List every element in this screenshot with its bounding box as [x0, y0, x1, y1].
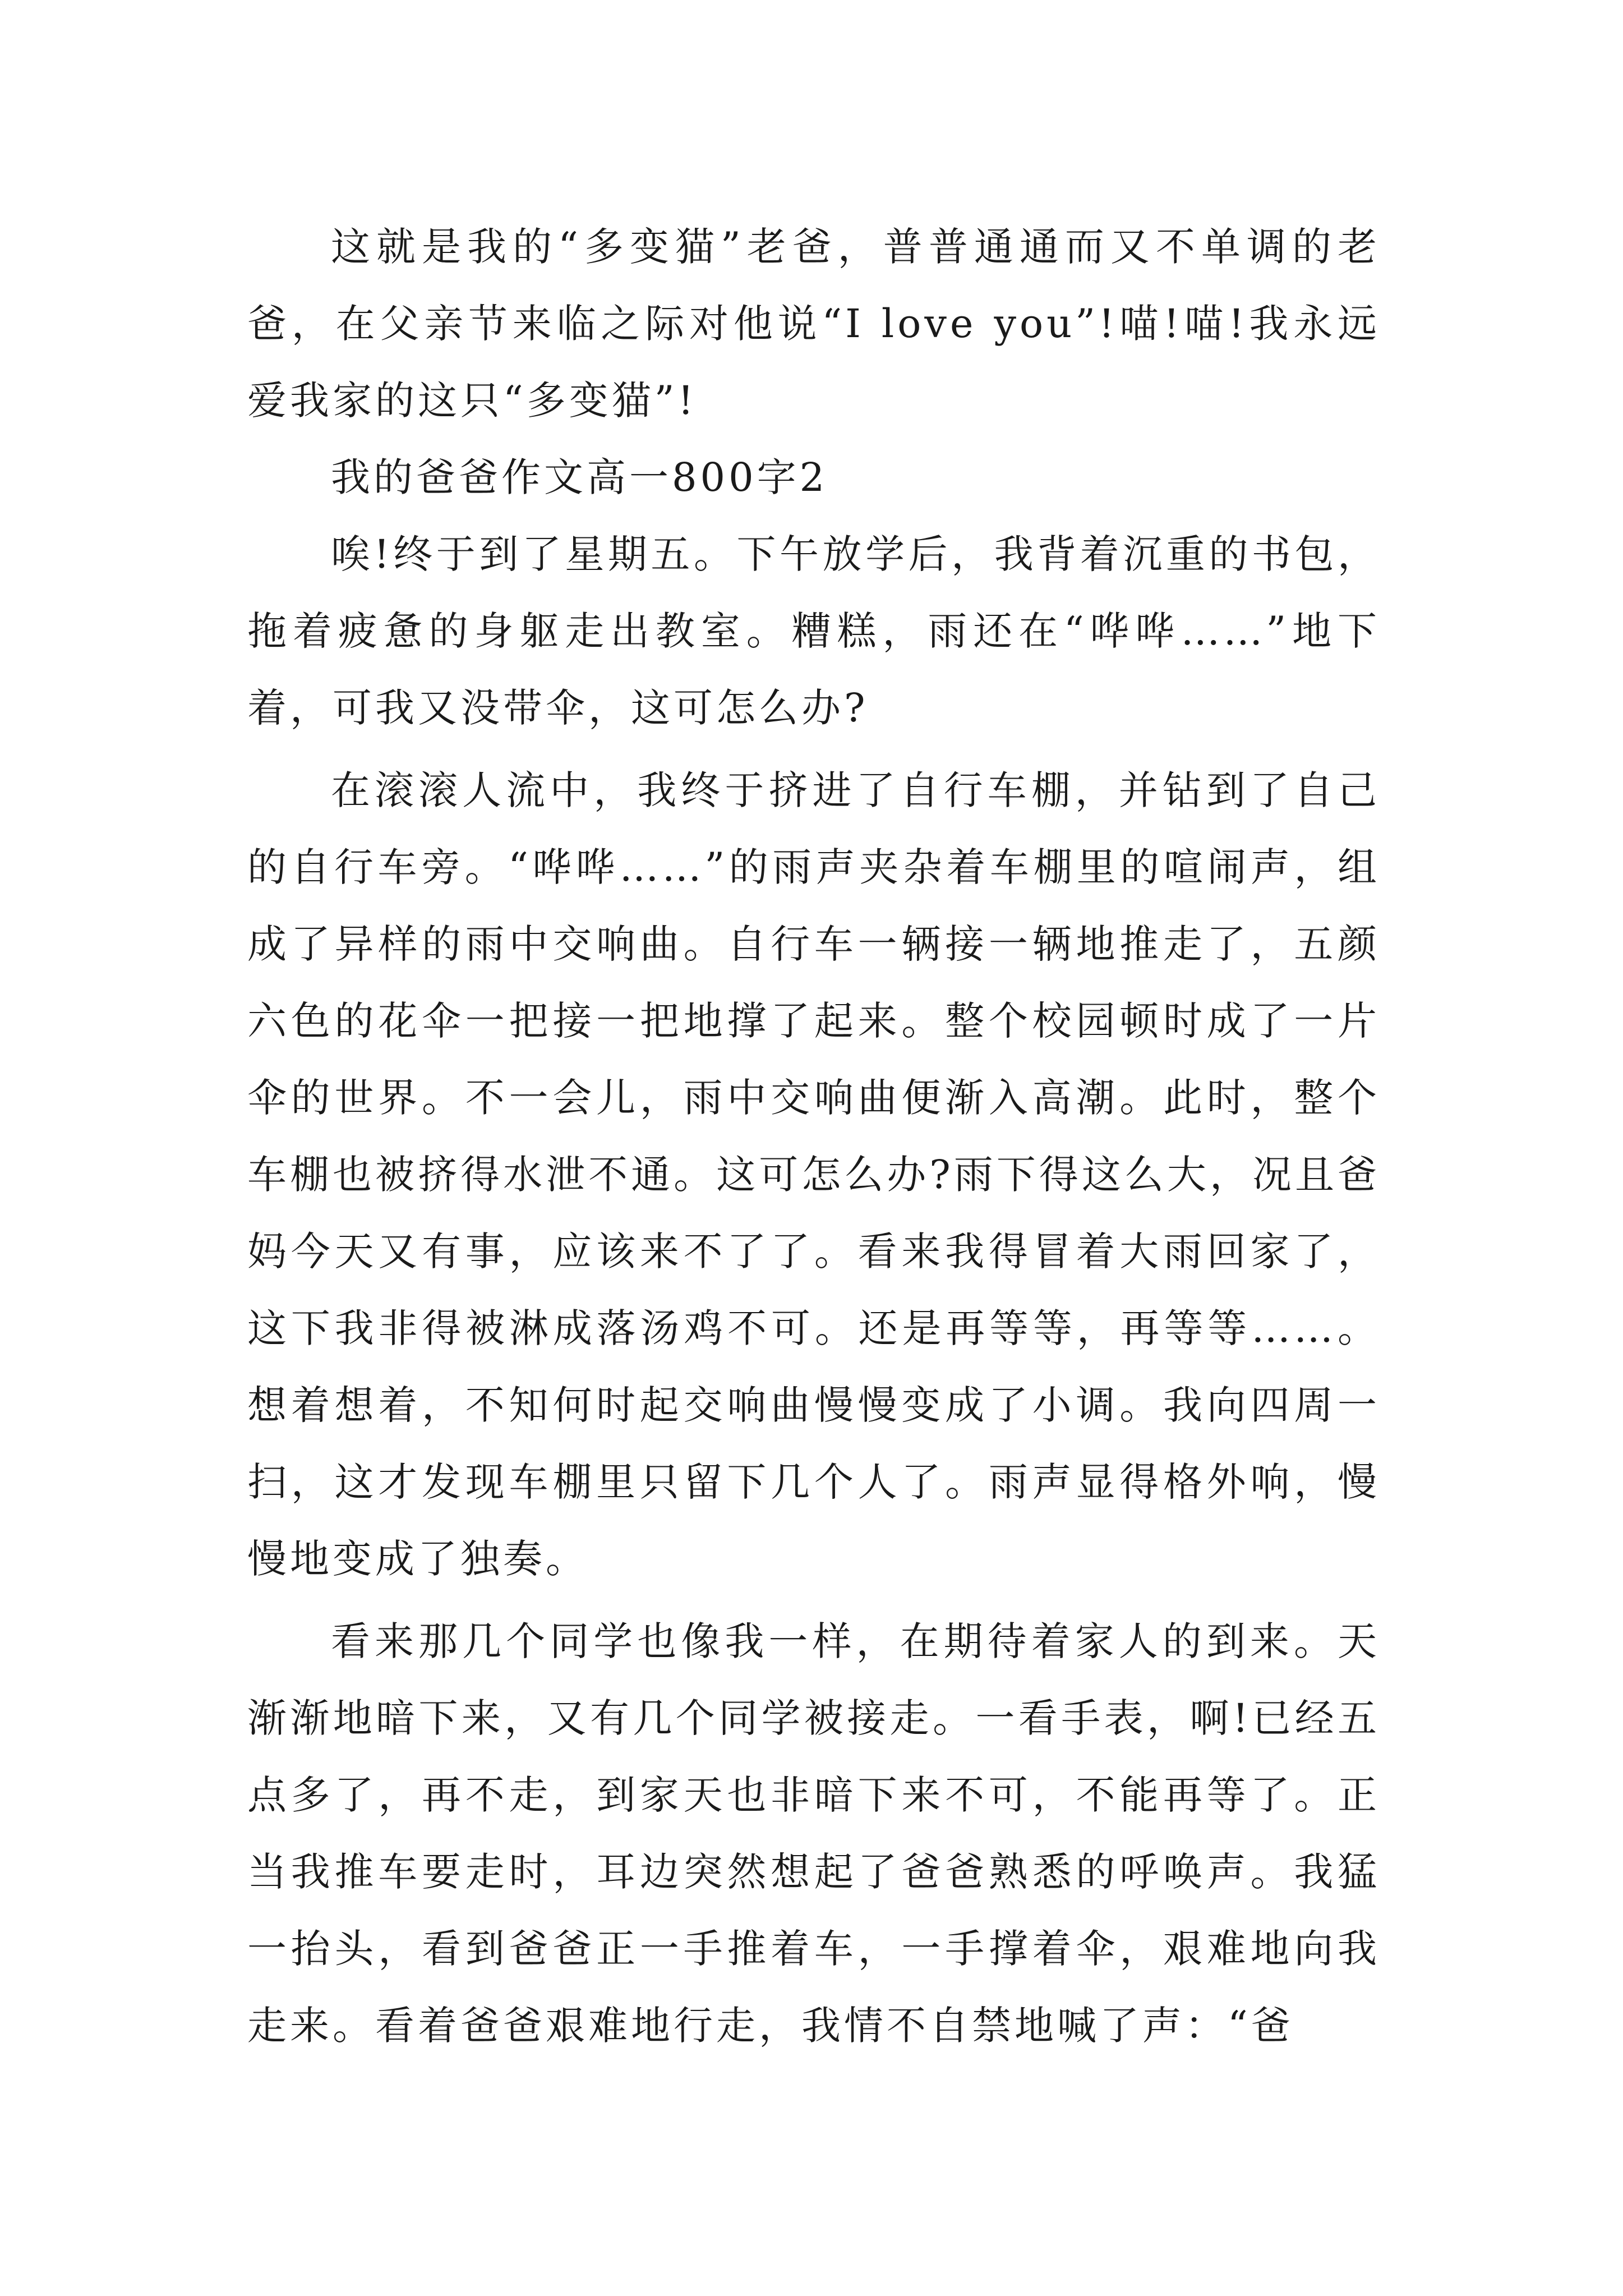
paragraph-closing: 这就是我的“多变猫”老爸，普普通通而又不单调的老爸，在父亲节来临之际对他说“I love you”!喵!喵!我永远爱我家的这只“多变猫”! — [247, 224, 1380, 424]
essay-heading: 我的爸爸作文高一800字2 — [331, 454, 828, 500]
paragraph-father-arrives: 看来那几个同学也像我一样，在期待着家人的到来。天渐渐地暗下来，又有几个同学被接走。一看手表，啊!已经五点多了，再不走，到家天也非暗下来不可，不能再等了。正当我推车要走时，耳边突然想起了爸爸熟悉的呼唤声。我猛一抬头，看到爸爸正一手推着车，一手撑着伞，艰难地向我走来。看着爸爸艰难地行走，我情不自禁地喊了声：“爸 — [247, 1618, 1380, 2049]
paragraph-bike-shed: 在滚滚人流中，我终于挤进了自行车棚，并钻到了自己的自行车旁。“哗哗……”的雨声夹杂着车棚里的喧闹声，组成了异样的雨中交响曲。自行车一辆接一辆地推走了，五颜六色的花伞一把接一把地撑了起来。整个校园顿时成了一片伞的世界。不一会儿，雨中交响曲便渐入高潮。此时，整个车棚也被挤得水泄不通。这可怎么办?雨下得这么大，况且爸妈今天又有事，应该来不了了。看来我得冒着大雨回家了，这下我非得被淋成落汤鸡不可。还是再等等，再等等……。想着想着，不知何时起交响曲慢慢变成了小调。我向四周一扫，这才发现车棚里只留下几个人了。雨声显得格外响，慢慢地变成了独奏。 — [247, 767, 1380, 1582]
document-body — [247, 209, 1380, 2064]
paragraph-friday: 唉!终于到了星期五。下午放学后，我背着沉重的书包，拖着疲惫的身躯走出教室。糟糕，雨还在“哗哗……”地下着，可我又没带伞，这可怎么办? — [247, 531, 1380, 731]
